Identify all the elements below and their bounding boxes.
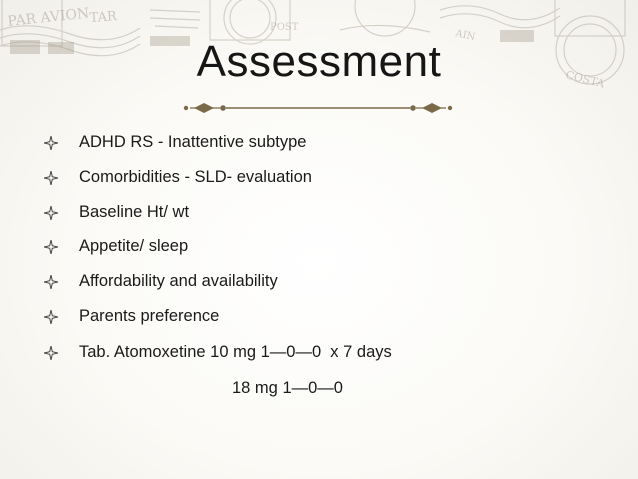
dosage-continuation: 18 mg 1—0—0 [232,379,343,397]
list-item [0,338,638,370]
bullet-text: Tab. Atomoxetine 10 mg 1—0—0 x 7 days [79,343,392,361]
svg-text:TAR: TAR [89,9,118,26]
four-point-star-icon [44,171,58,185]
slide-title: Assessment [196,37,442,86]
svg-text:AIN: AIN [454,28,477,44]
four-point-star-icon [44,275,58,289]
bullet-text: Parents preference [79,307,220,325]
svg-text:PAR AVION: PAR AVION [6,5,90,30]
bullet-text: Affordability and availability [79,272,278,290]
bullet-text: ADHD RS - Inattentive subtype [79,133,307,151]
list-item [0,267,638,299]
bullet-text: Appetite/ sleep [79,237,189,255]
ornamental-divider [176,100,460,116]
four-point-star-icon [44,206,58,220]
svg-text:COSTA: COSTA [564,68,606,91]
bullet-text: Baseline Ht/ wt [79,203,190,221]
list-item [0,232,638,264]
four-point-star-icon [44,346,58,360]
list-item [0,128,638,160]
four-point-star-icon [44,310,58,324]
four-point-star-icon [44,240,58,254]
bullet-text: Comorbidities - SLD- evaluation [79,168,312,186]
svg-text:POST: POST [270,22,299,33]
list-item [0,302,638,334]
list-item [0,198,638,230]
four-point-star-icon [44,136,58,150]
list-item [0,163,638,195]
